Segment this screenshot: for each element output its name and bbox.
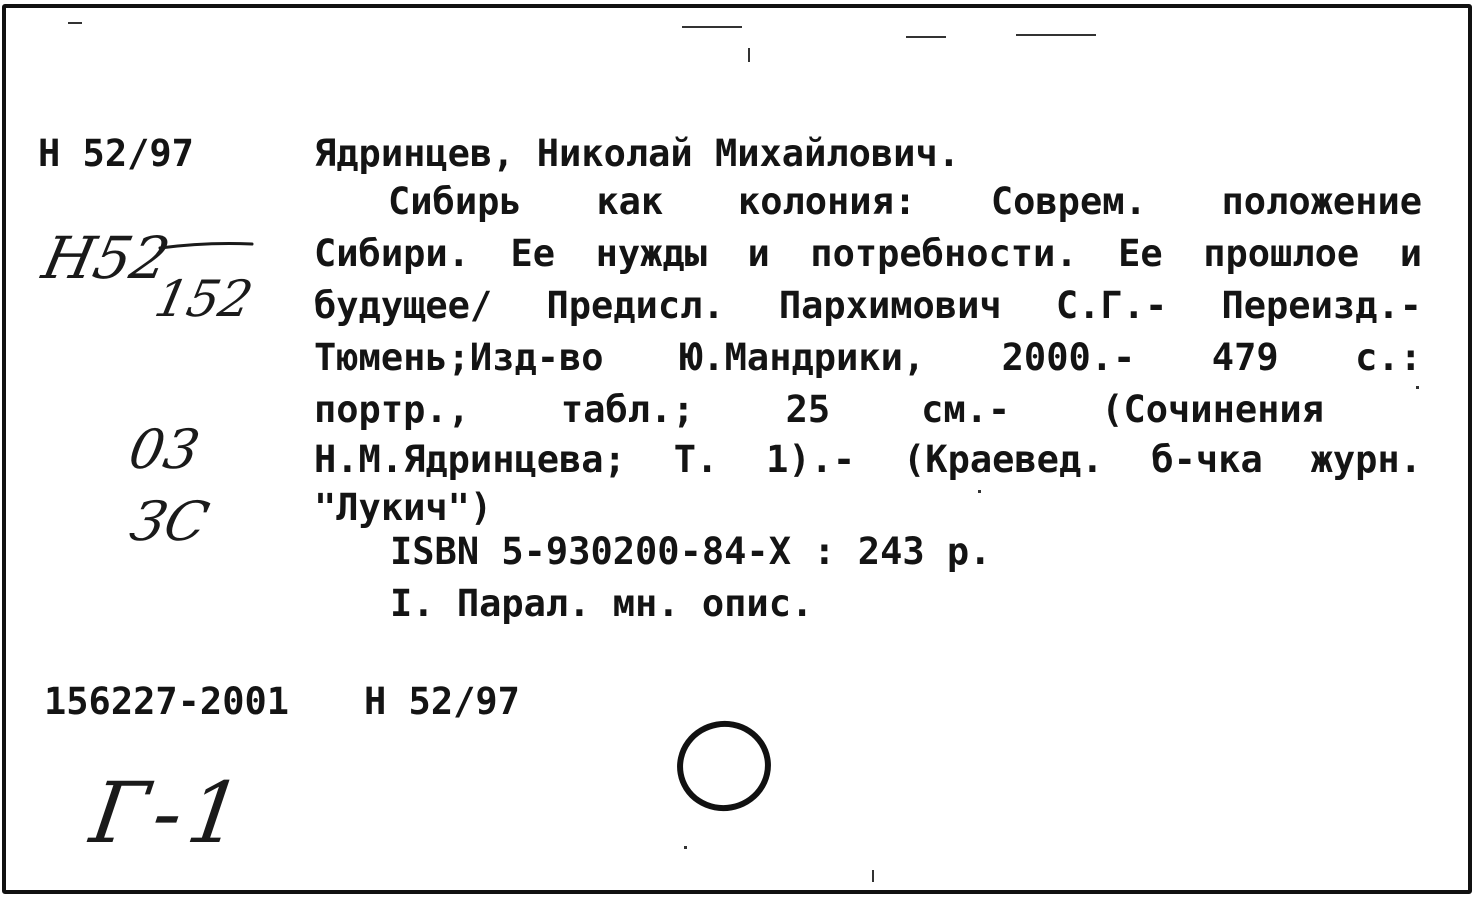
handwritten-location-mark: Г-1 bbox=[85, 764, 255, 862]
body-word: Т. bbox=[673, 438, 719, 481]
scan-speck bbox=[748, 48, 750, 62]
scan-speck bbox=[872, 870, 874, 882]
handwritten-shelfmark-sub: 152 bbox=[149, 270, 258, 328]
body-word: Пархимович bbox=[778, 284, 1002, 327]
body-word: как bbox=[596, 180, 664, 223]
body-word: будущее/ bbox=[314, 284, 493, 327]
handwritten-code-2: ЗС bbox=[124, 490, 215, 553]
body-word: 479 bbox=[1211, 336, 1279, 379]
body-word: Сибири. bbox=[314, 232, 470, 275]
author-heading: Ядринцев, Николай Михайлович. bbox=[314, 132, 961, 175]
body-word: 1).- bbox=[766, 438, 856, 481]
scan-speck bbox=[68, 22, 82, 24]
body-line-2 bbox=[314, 232, 1422, 275]
body-word: Ю.Мандрики, bbox=[680, 336, 926, 379]
body-word: табл.; bbox=[560, 388, 695, 431]
handwritten-code-1: 03 bbox=[124, 418, 205, 481]
body-word: потребности. bbox=[810, 232, 1078, 275]
body-line-7: "Лукич") bbox=[314, 486, 493, 529]
handwritten-overline bbox=[156, 238, 256, 254]
scan-speck bbox=[1416, 386, 1419, 389]
body-word: б-чка bbox=[1151, 438, 1263, 481]
body-word: и bbox=[1399, 232, 1422, 275]
body-word: с.: bbox=[1355, 336, 1422, 379]
body-word: Ее bbox=[1118, 232, 1163, 275]
body-line-3 bbox=[314, 284, 1422, 327]
body-word: прошлое bbox=[1203, 232, 1360, 275]
description-block bbox=[314, 180, 1422, 529]
body-word: Переизд.- bbox=[1221, 284, 1422, 327]
body-word: журн. bbox=[1310, 438, 1422, 481]
tracing-line: I. Парал. мн. опис. bbox=[390, 582, 814, 625]
body-line-1 bbox=[388, 180, 1422, 223]
body-word: и bbox=[747, 232, 770, 275]
body-word: см.- bbox=[921, 388, 1011, 431]
body-word: положение bbox=[1221, 180, 1422, 223]
body-line-6 bbox=[314, 438, 1422, 481]
catalog-card bbox=[2, 4, 1472, 894]
scan-speck bbox=[1016, 34, 1096, 36]
scan-speck bbox=[684, 846, 687, 849]
scan-speck bbox=[682, 26, 742, 28]
body-word: (Сочинения bbox=[1101, 388, 1324, 431]
body-word: Предисл. bbox=[546, 284, 725, 327]
body-word: 25 bbox=[785, 388, 831, 431]
body-word: С.Г.- bbox=[1055, 284, 1168, 327]
body-word: Сибирь bbox=[388, 180, 522, 223]
body-word: 2000.- bbox=[1001, 336, 1136, 379]
body-word: портр., bbox=[314, 388, 470, 431]
body-line-5 bbox=[314, 388, 1324, 431]
body-line-4 bbox=[314, 336, 1422, 379]
body-word: нужды bbox=[595, 232, 707, 275]
body-word: колония: bbox=[737, 180, 917, 223]
footer-shelfmark: Н 52/97 bbox=[364, 680, 520, 723]
shelfmark: Н 52/97 bbox=[38, 132, 194, 175]
body-word: (Краевед. bbox=[903, 438, 1104, 481]
punch-hole-icon bbox=[670, 712, 780, 822]
body-word: Тюмень;Изд-во bbox=[314, 336, 604, 379]
scan-speck bbox=[978, 490, 981, 493]
body-word: Ее bbox=[510, 232, 556, 275]
body-word: Н.М.Ядринцева; bbox=[314, 438, 626, 481]
body-word: Соврем. bbox=[990, 180, 1147, 223]
footer-number: 156227-2001 bbox=[44, 680, 290, 723]
scan-speck bbox=[906, 36, 946, 38]
handwritten-shelfmark: Н52 bbox=[36, 224, 176, 292]
isbn-line: ISBN 5-930200-84-X : 243 р. bbox=[390, 530, 992, 573]
